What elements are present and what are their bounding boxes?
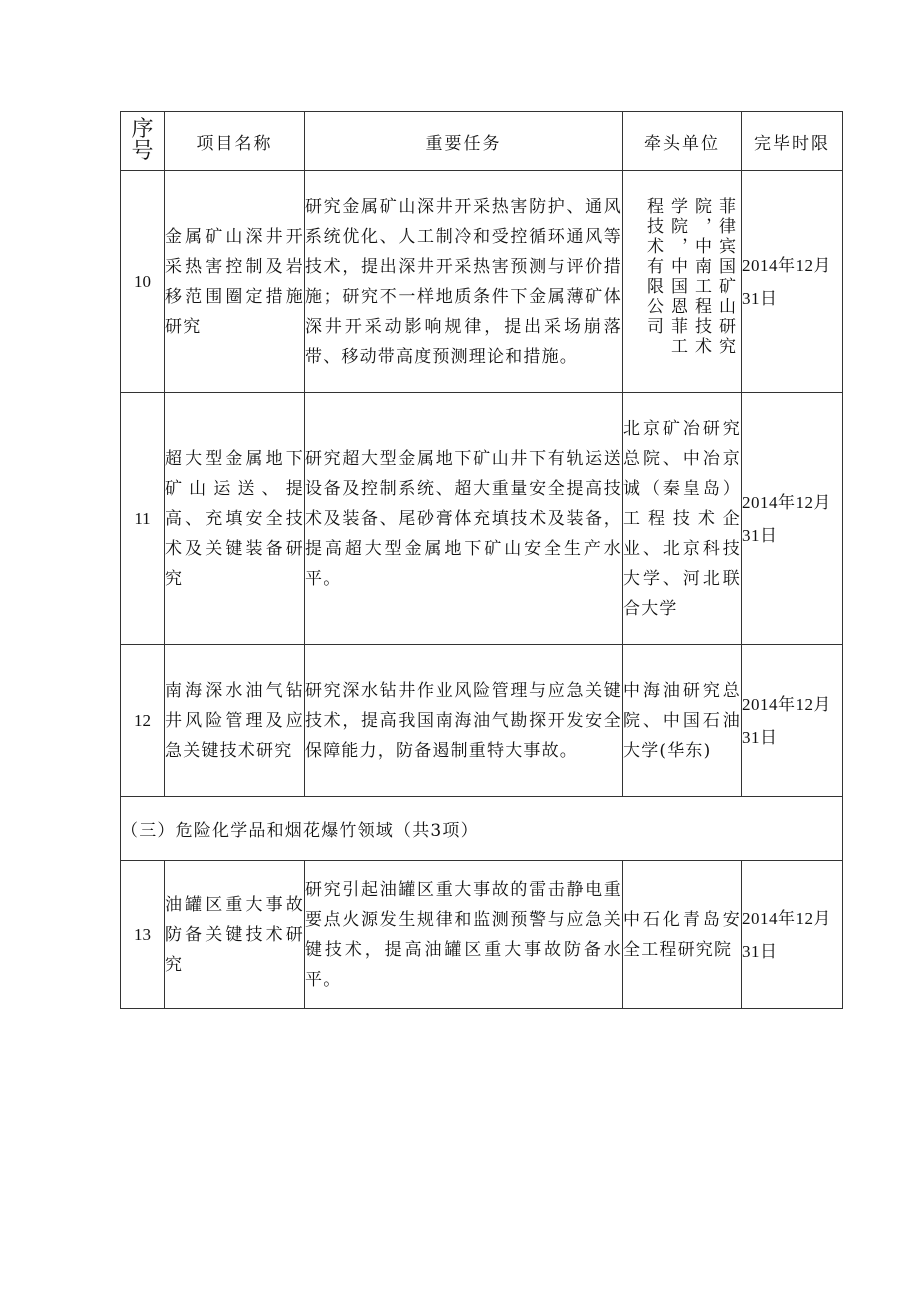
row-project-name: 南海深水油气钻井风险管理及应急关键技术研究	[165, 645, 305, 797]
row-deadline: 2014年12月31日	[742, 645, 843, 797]
section-row	[121, 797, 843, 861]
header-name: 项目名称	[165, 112, 305, 171]
row-deadline: 2014年12月31日	[742, 393, 843, 645]
row-project-name: 油罐区重大事故防备关键技术研究	[165, 861, 305, 1009]
row-org-cell	[623, 171, 742, 393]
row-task: 研究深水钻井作业风险管理与应急关键技术，提高我国南海油气勘探开发安全保障能力，防备遏制重特大事故。	[305, 645, 623, 797]
table-row	[121, 861, 843, 1009]
row-project-name: 金属矿山深井开采热害控制及岩移范围圈定措施研究	[165, 171, 305, 393]
row-deadline: 2014年12月31日	[742, 171, 843, 393]
row-task: 研究超大型金属地下矿山井下有轨运送设备及控制系统、超大重量安全提高技术及装备、尾砂膏体充填技术及装备，提高超大型金属地下矿山安全生产水平。	[305, 393, 623, 645]
row-org: 中石化青岛安全工程研究院	[623, 861, 742, 1009]
table-row	[121, 393, 843, 645]
row-seq: 12	[121, 645, 165, 797]
header-time: 完毕时限	[742, 112, 843, 171]
header-task: 重要任务	[305, 112, 623, 171]
row-org: 菲律宾国矿山研究院，中南工程技术学院，中国恩菲工程技术有限公司	[643, 196, 735, 357]
row-project-name: 超大型金属地下矿山运送、提高、充填安全技术及关键装备研究	[165, 393, 305, 645]
row-seq: 10	[121, 171, 165, 393]
row-task: 研究金属矿山深井开采热害防护、通风系统优化、人工制冷和受控循环通风等技术，提出深井开采热害预测与评价措施；研究不一样地质条件下金属薄矿体深井开采动影响规律，提出采场崩落带、移动带高度预测理论和措施。	[305, 171, 623, 393]
row-deadline: 2014年12月31日	[742, 861, 843, 1009]
section-title: （三）危险化学品和烟花爆竹领域（共3项）	[121, 797, 843, 861]
row-seq: 11	[121, 393, 165, 645]
table-row	[121, 645, 843, 797]
table-row	[121, 171, 843, 393]
row-task: 研究引起油罐区重大事故的雷击静电重要点火源发生规律和监测预警与应急关键技术，提高油罐区重大事故防备水平。	[305, 861, 623, 1009]
table-header-row	[121, 112, 843, 171]
project-table	[120, 111, 843, 1009]
row-seq: 13	[121, 861, 165, 1009]
row-org: 北京矿冶研究总院、中冶京诚（秦皇岛）工程技术企业、北京科技大学、河北联合大学	[623, 393, 742, 645]
header-seq: 序号	[121, 112, 165, 171]
header-org: 牵头单位	[623, 112, 742, 171]
row-org: 中海油研究总院、中国石油大学(华东)	[623, 645, 742, 797]
